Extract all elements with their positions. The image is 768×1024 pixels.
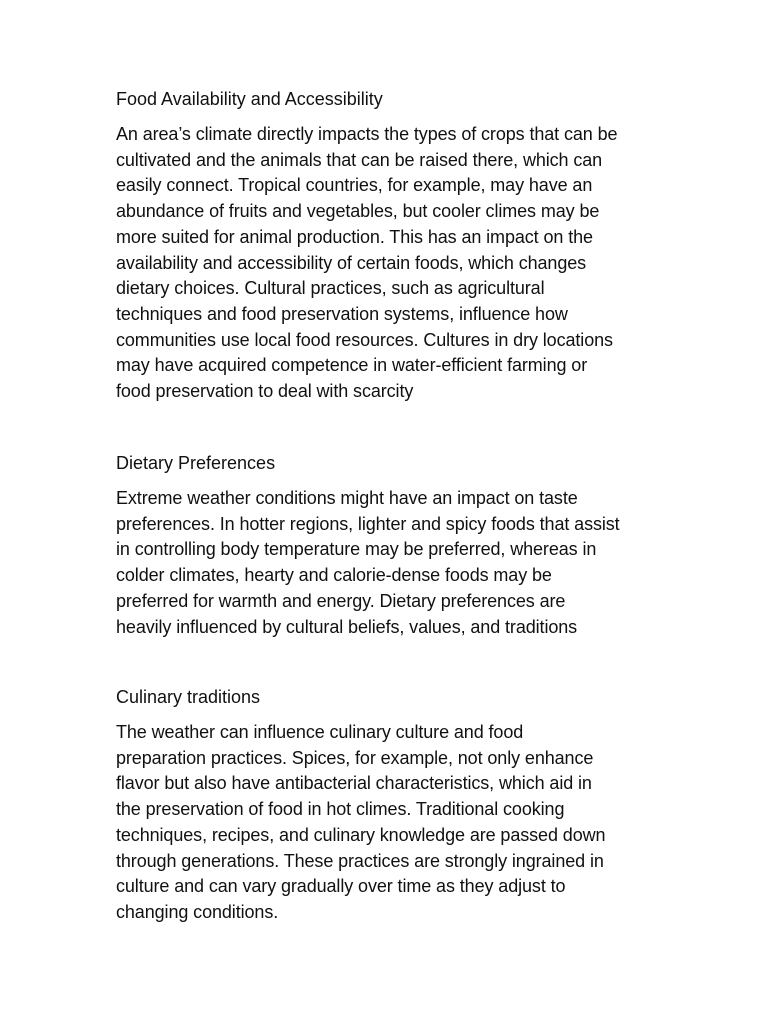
- section-heading: Dietary Preferences: [116, 453, 276, 473]
- paragraph-line: flavor but also have antibacterial characteristics, which aid in: [116, 773, 592, 794]
- section-heading: Food Availability and Accessibility: [116, 89, 383, 109]
- section-paragraph: [116, 122, 656, 405]
- paragraph-line: Extreme weather conditions might have an impact on taste: [116, 488, 578, 508]
- section-dietary-preferences: [116, 450, 656, 640]
- paragraph-line: abundance of fruits and vegetables, but cooler climes may be: [116, 201, 600, 222]
- section-food-availability: [116, 86, 656, 405]
- paragraph-line: preparation practices. Spices, for example, not only enhance: [116, 747, 594, 768]
- section-heading: Culinary traditions: [116, 687, 261, 707]
- paragraph-line: heavily influenced by cultural beliefs, values, and traditions: [116, 616, 578, 637]
- paragraph-line: food preservation to deal with scarcity: [116, 381, 414, 402]
- paragraph-line: through generations. These practices are strongly ingrained in: [116, 850, 604, 871]
- section-paragraph: [116, 720, 656, 926]
- paragraph-line: preferred for warmth and energy. Dietary preferences are: [116, 590, 566, 611]
- paragraph-line: dietary choices. Cultural practices, such as agricultural: [116, 278, 545, 299]
- paragraph-line: may have acquired competence in water-efficient farming or: [116, 355, 588, 376]
- paragraph-line: availability and accessibility of certain foods, which changes: [116, 252, 587, 273]
- paragraph-line: communities use local food resources. Cultures in dry locations: [116, 329, 613, 350]
- paragraph-line: changing conditions.: [116, 901, 279, 922]
- paragraph-line: easily connect. Tropical countries, for example, may have an: [116, 175, 593, 196]
- paragraph-line: techniques and food preservation systems, influence how: [116, 303, 568, 324]
- section-culinary-traditions: [116, 684, 656, 926]
- paragraph-line: in controlling body temperature may be preferred, whereas in: [116, 539, 597, 560]
- paragraph-line: the preservation of food in hot climes. Traditional cooking: [116, 799, 565, 820]
- paragraph-line: cultivated and the animals that can be raised there, which can: [116, 149, 603, 170]
- section-paragraph: [116, 486, 656, 640]
- paragraph-line: preferences. In hotter regions, lighter and spicy foods that assist: [116, 513, 620, 534]
- paragraph-line: colder climates, hearty and calorie-dense foods may be: [116, 565, 552, 586]
- paragraph-line: more suited for animal production. This has an impact on the: [116, 226, 593, 247]
- paragraph-line: The weather can influence culinary culture and food: [116, 722, 524, 742]
- paragraph-line: culture and can vary gradually over time as they adjust to: [116, 876, 566, 897]
- paragraph-line: An area’s climate directly impacts the types of crops that can be: [116, 124, 618, 144]
- paragraph-line: techniques, recipes, and culinary knowledge are passed down: [116, 824, 606, 845]
